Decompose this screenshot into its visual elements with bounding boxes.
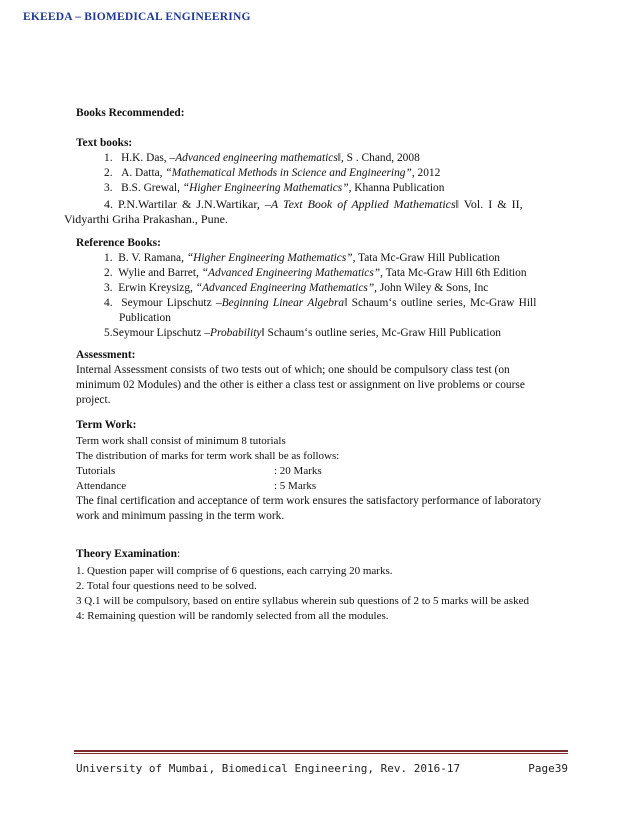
text-book-3: 3. B.S. Grewal, “Higher Engineering Mathematics”, Khanna Publication — [104, 182, 445, 194]
reference-book-1: 1. B. V. Ramana, “Higher Engineering Mathematics”, Tata Mc-Graw Hill Publication — [104, 252, 500, 264]
text-books-heading: Text books: — [76, 137, 133, 149]
reference-book-5: 5.Seymour Lipschutz –Probability‖ Schaum‘s outline series, Mc-Graw Hill Publication — [104, 327, 501, 339]
term-work-line: The distribution of marks for term work shall be as follows: — [76, 450, 340, 462]
text-book-1: 1. H.K. Das, –Advanced engineering mathematics‖, S . Chand, 2008 — [104, 152, 420, 164]
marks-row-label: Attendance — [76, 480, 127, 492]
marks-row-label: Tutorials — [76, 465, 116, 477]
term-work-line: Term work shall consist of minimum 8 tutorials — [76, 435, 286, 447]
marks-row-value: : 5 Marks — [274, 480, 317, 492]
term-work-final: work and minimum passing in the term work. — [76, 510, 285, 522]
reference-book-4: 4. Seymour Lipschutz –Beginning Linear Algebra‖ Schaum‘s outline series, Mc-Graw Hill — [104, 297, 537, 309]
reference-book-2: 2. Wylie and Barret, “Advanced Engineering Mathematics”, Tata Mc-Graw Hill 6th Edition — [104, 267, 527, 279]
assessment-line: project. — [76, 394, 111, 406]
term-work-final: The final certification and acceptance of term work ensures the satisfactory performance of laboratory — [76, 495, 542, 507]
assessment-line: minimum 02 Modules) and the other is either a class test or assignment on live problems or course — [76, 379, 525, 391]
footer-rule — [74, 750, 568, 752]
theory-line: 1. Question paper will comprise of 6 questions, each carrying 20 marks. — [76, 565, 393, 577]
footer-university: University of Mumbai, Biomedical Engineering, Rev. 2016-17 — [76, 762, 461, 775]
reference-book-3: 3. Erwin Kreysizg, “Advanced Engineering Mathematics”, John Wiley & Sons, Inc — [104, 282, 489, 294]
assessment-line: Internal Assessment consists of two tests out of which; one should be compulsory class test (on — [76, 364, 510, 376]
footer-rule — [74, 753, 568, 754]
footer-page-number: Page39 — [528, 762, 568, 775]
theory-line: 2. Total four questions need to be solved. — [76, 580, 257, 592]
page-header: EKEEDA – BIOMEDICAL ENGINEERING — [23, 11, 251, 23]
theory-line: 4: Remaining question will be randomly selected from all the modules. — [76, 610, 389, 622]
assessment-heading: Assessment: — [76, 349, 136, 361]
text-book-4-continued: Vidyarthi Griha Prakashan., Pune. — [64, 212, 228, 226]
theory-line: 3 Q.1 will be compulsory, based on entire syllabus wherein sub questions of 2 to 5 marks will be asked — [76, 595, 529, 607]
text-book-2: 2. A. Datta, “Mathematical Methods in Science and Engineering”, 2012 — [104, 167, 441, 179]
marks-row-value: : 20 Marks — [274, 465, 322, 477]
text-book-4: 4. P.N.Wartilar & J.N.Wartikar, –A Text Book of Applied Mathematics‖ Vol. I & II, — [104, 197, 523, 211]
theory-heading: Theory Examination: — [76, 548, 181, 560]
books-heading: Books Recommended: — [76, 107, 185, 119]
reference-book-4-continued: Publication — [119, 312, 171, 324]
reference-books-heading: Reference Books: — [76, 237, 161, 249]
term-work-heading: Term Work: — [76, 419, 137, 431]
